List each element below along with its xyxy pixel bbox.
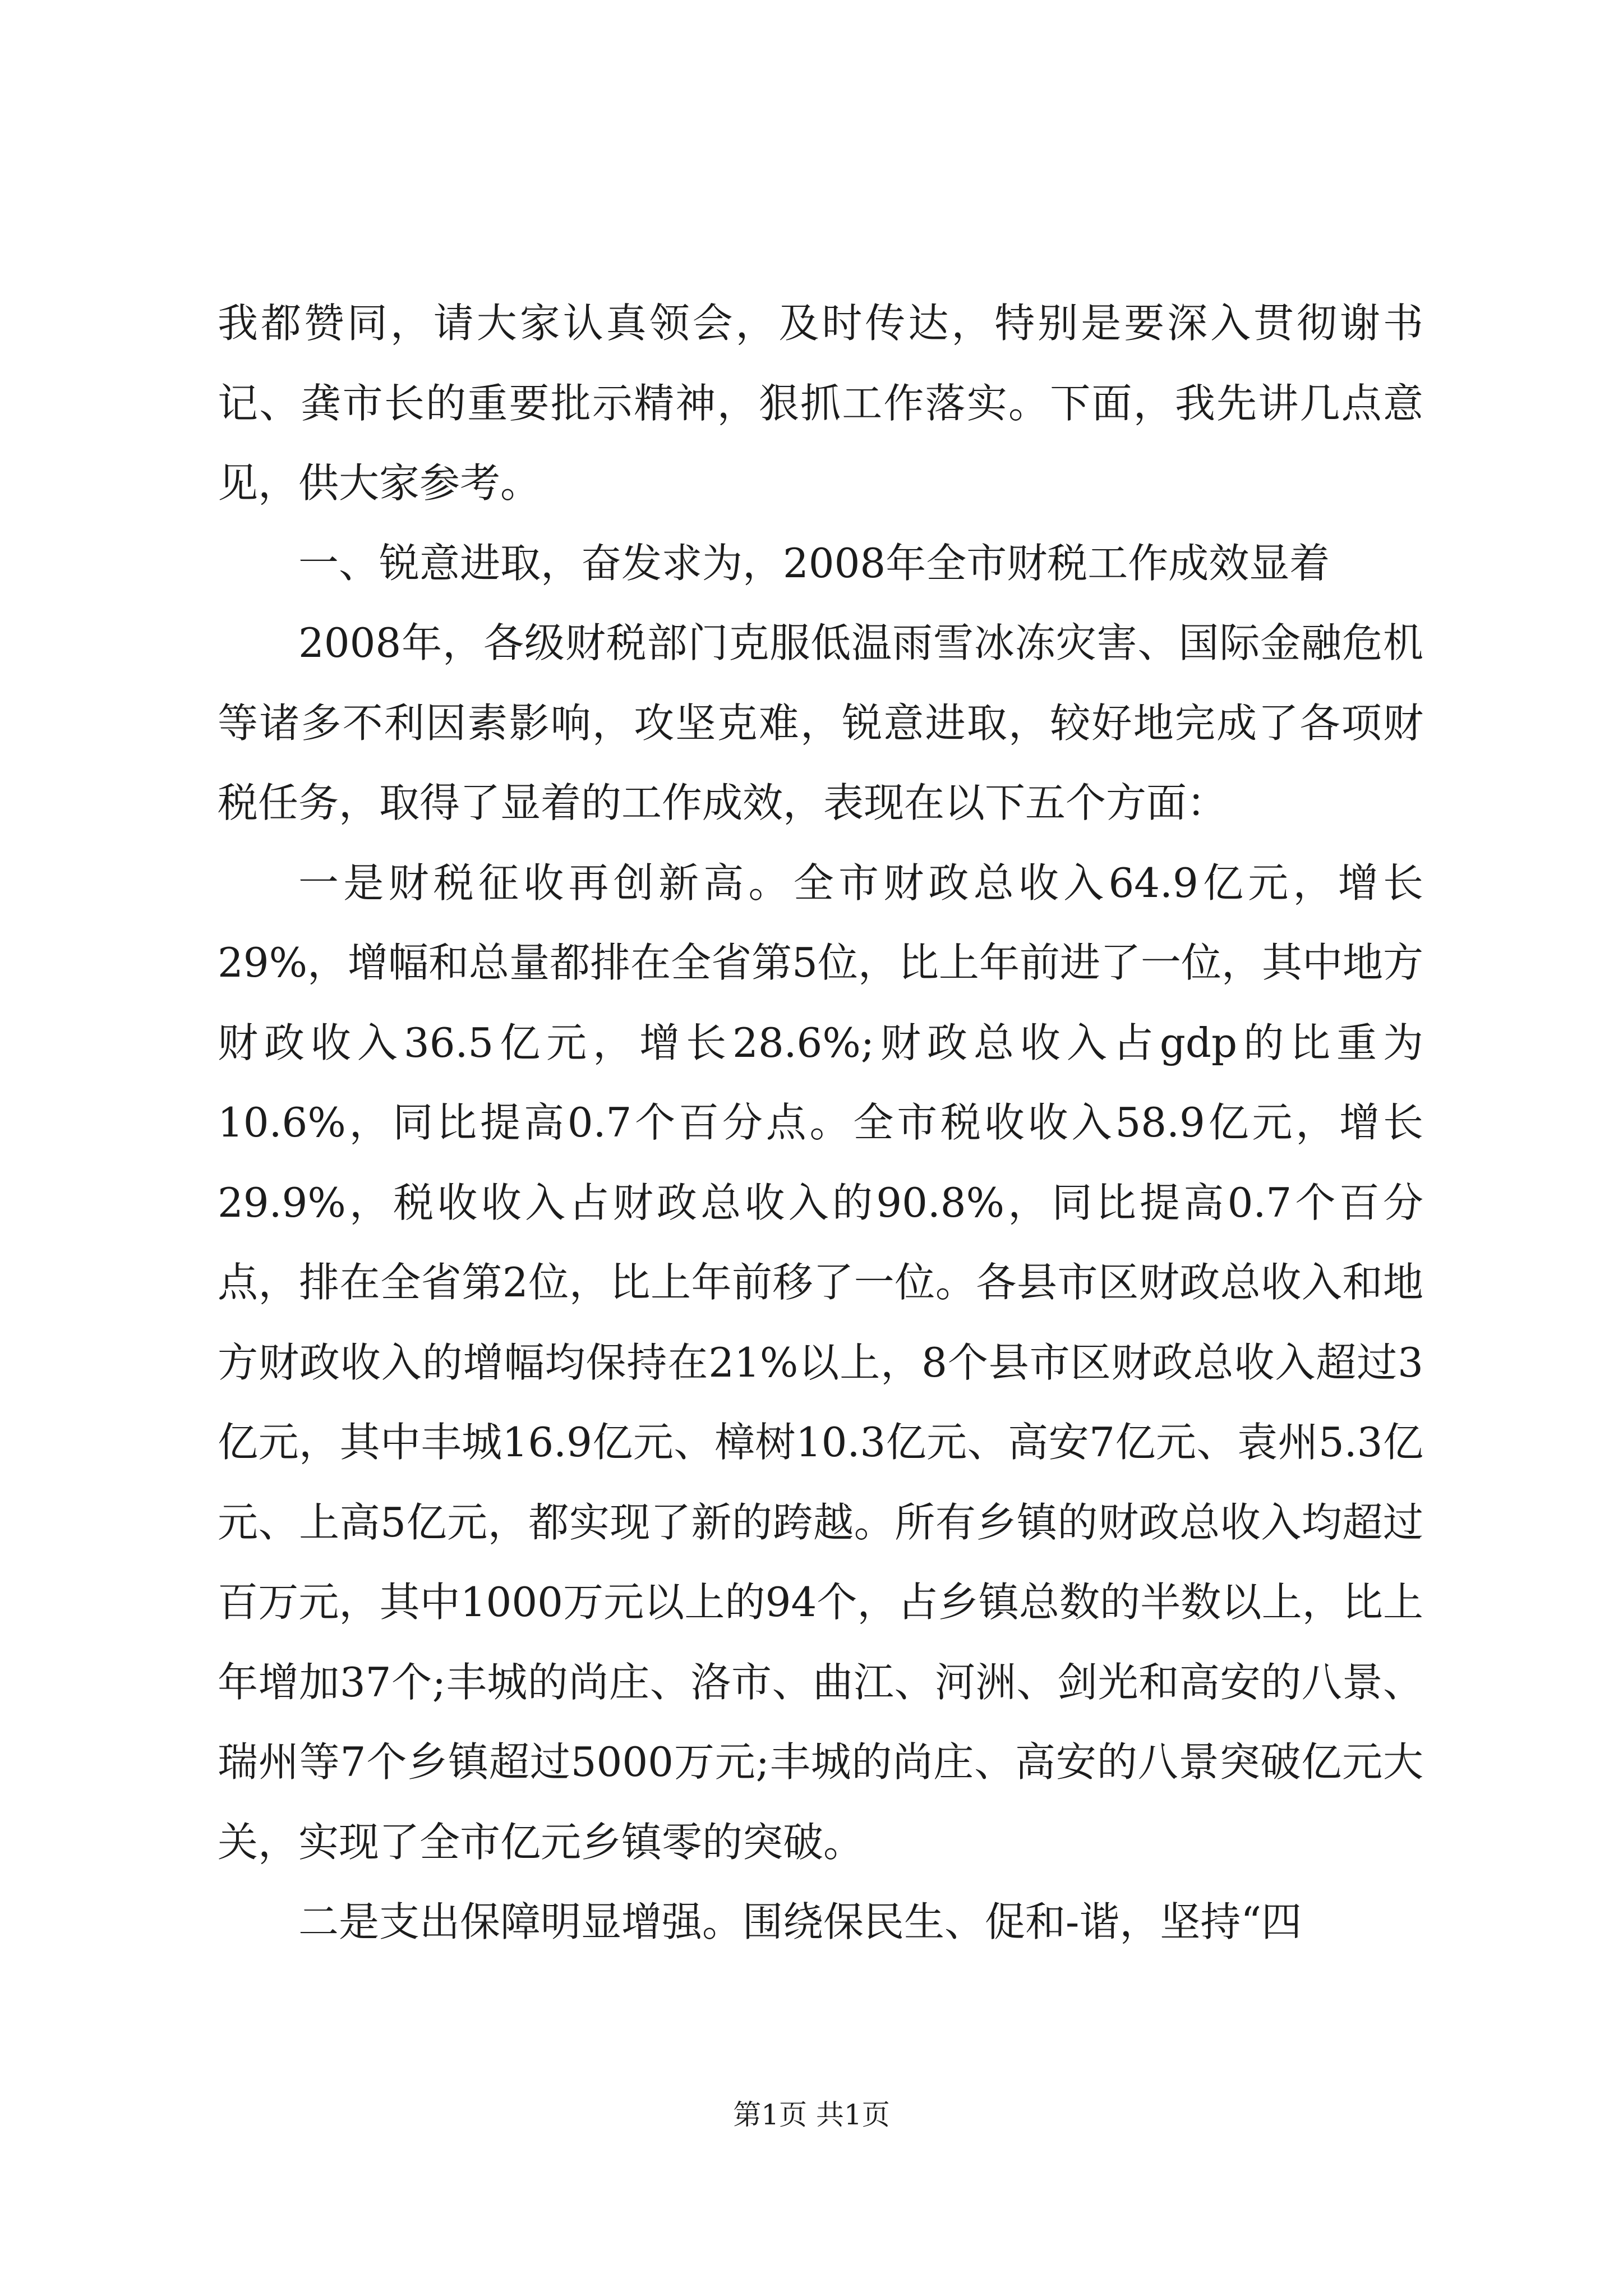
paragraph-1: 我都赞同，请大家认真领会，及时传达，特别是要深入贯彻谢书记、龚市长的重要批示精神，狠抓工作落实。下面，我先讲几点意见，供大家参考。	[218, 300, 1423, 507]
paragraph-4: 一是财税征收再创新高。全市财政总收入64.9亿元，增长29%，增幅和总量都排在全省第5位，比上年前进了一位，其中地方财政收入36.5亿元，增长28.6%;财政总收入占gdp的比重为10.6%，同比提高0.7个百分点。全市税收收入58.9亿元，增长29.9%，税收收入占财政总收入的90.8%，同比提高0.7个百分点，排在全省第2位，比上年前移了一位。各县市区财政总收入和地方财政收入的增幅均保持在21%以上，8个县市区财政总收入超过3亿元，其中丰城16.9亿元、樟树10.3亿元、高安7亿元、袁州5.3亿元、上高5亿元，都实现了新的跨越。所有乡镇的财政总收入均超过百万元，其中1000万元以上的94个，占乡镇总数的半数以上，比上年增加37个;丰城的尚庄、洛市、曲江、河洲、剑光和高安的八景、瑞州等7个乡镇超过5000万元;丰城的尚庄、高安的八景突破亿元大关，实现了全市亿元乡镇零的突破。	[218, 859, 1423, 1866]
paragraph-5: 二是支出保障明显增强。围绕保民生、促和-谐，坚持“四	[298, 1898, 1302, 1945]
paragraph-3: 2008年，各级财税部门克服低温雨雪冰冻灾害、国际金融危机等诸多不利因素影响，攻坚克难，锐意进取，较好地完成了各项财税任务，取得了显着的工作成效，表现在以下五个方面：	[218, 619, 1423, 826]
section-heading: 一、锐意进取，奋发求为，2008年全市财税工作成效显着	[298, 539, 1330, 587]
page-number-footer: 第1页 共1页	[733, 2099, 890, 2131]
document-body	[218, 283, 1423, 1962]
